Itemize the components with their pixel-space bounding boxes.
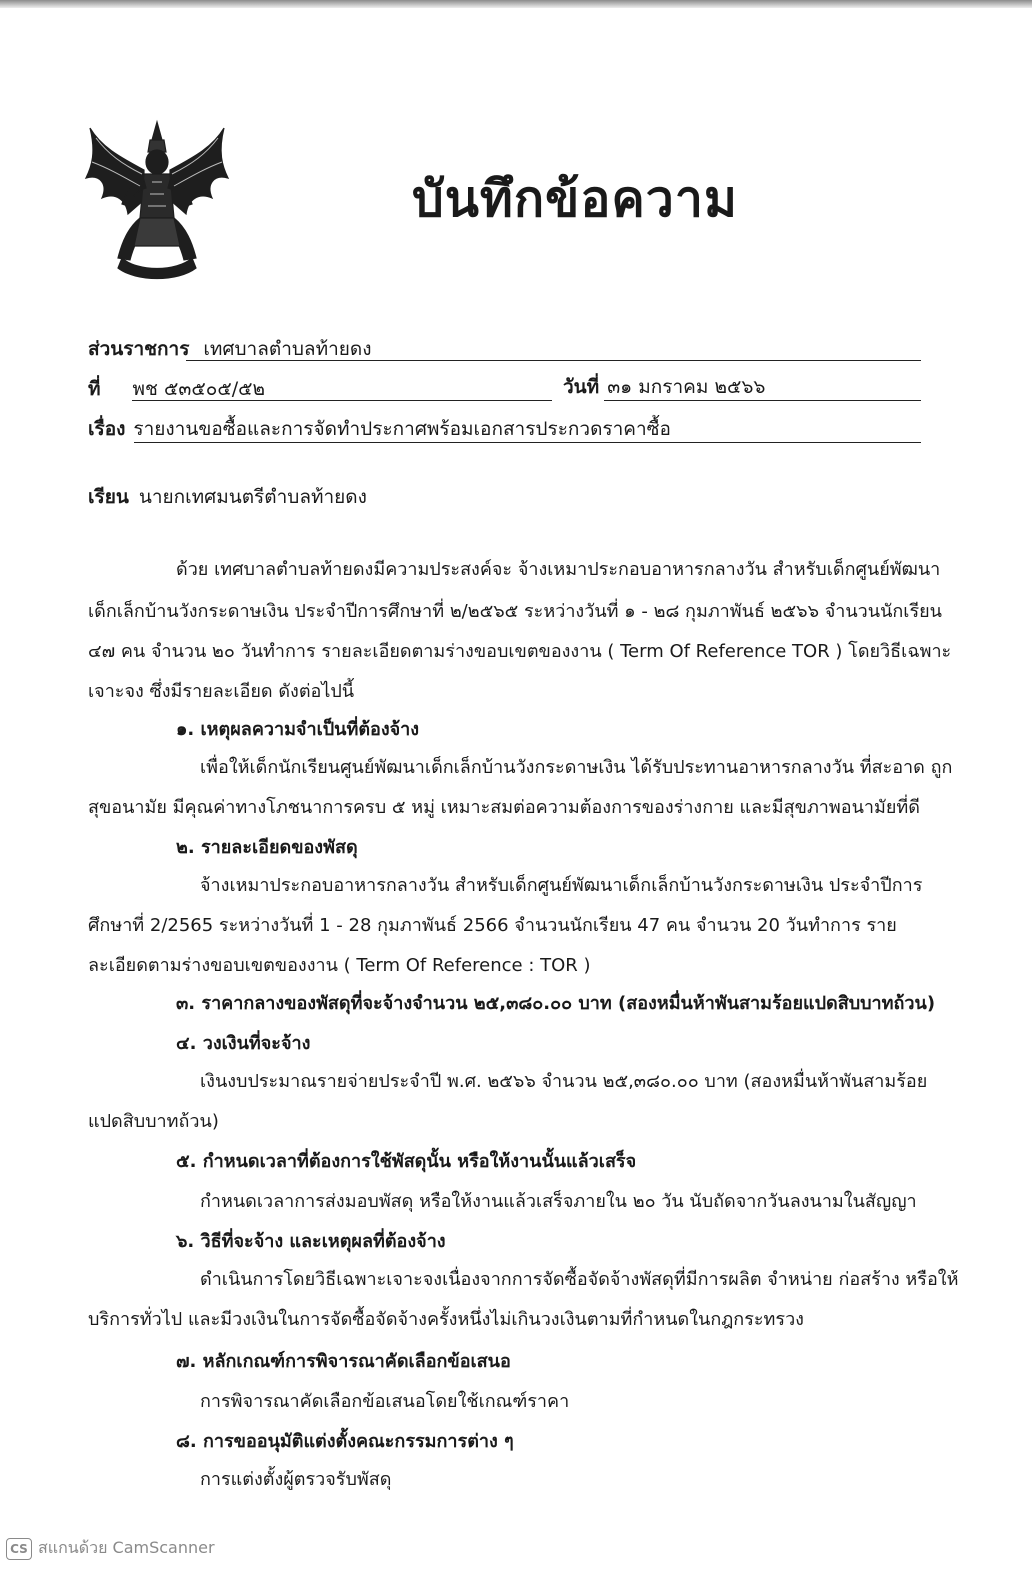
camscanner-text: สแกนด้วย CamScanner: [38, 1538, 215, 1557]
agency-label: ส่วนราชการ: [88, 338, 190, 360]
section-6-line-1: ดำเนินการโดยวิธีเฉพาะเจาะจงเนื่องจากการจัดซื้อจัดจ้างพัสดุที่มีการผลิต จำหน่าย ก่อสร้าง หรือให้: [200, 1269, 959, 1290]
intro-line-3: ๔๗ คน จำนวน ๒๐ วันทำการ รายละเอียดตามร่างขอบเขตของงาน ( Term Of Reference TOR ) โดยวิธีเฉพาะ: [88, 641, 952, 662]
section-5-line-1: กำหนดเวลาการส่งมอบพัสดุ หรือให้งานแล้วเสร็จภายใน ๒๐ วัน นับถัดจากวันลงนามในสัญญา: [200, 1191, 917, 1212]
memo-title: บันทึกข้อความ: [412, 170, 738, 228]
section-6-title: ๖. วิธีที่จะจ้าง และเหตุผลที่ต้องจ้าง: [176, 1231, 446, 1252]
section-7-title: ๗. หลักเกณฑ์การพิจารณาคัดเลือกข้อเสนอ: [176, 1351, 511, 1372]
intro-line-1: ด้วย เทศบาลตำบลท้ายดงมีความประสงค์จะ จ้างเหมาประกอบอาหารกลางวัน สำหรับเด็กศูนย์พัฒนา: [176, 559, 941, 580]
section-7-line-1: การพิจารณาคัดเลือกข้อเสนอโดยใช้เกณฑ์ราคา: [200, 1391, 570, 1412]
subject-row: [88, 414, 671, 444]
garuda-emblem-icon: [82, 118, 232, 283]
section-4-line-1: เงินงบประมาณรายจ่ายประจำปี พ.ศ. ๒๕๖๖ จำนวน ๒๕,๓๘๐.๐๐ บาท (สองหมื่นห้าพันสามร้อย: [200, 1071, 928, 1092]
subject-underline: [134, 442, 921, 443]
subject-label: เรื่อง: [88, 418, 126, 440]
section-1-line-2: สุขอนามัย มีคุณค่าทางโภชนาการครบ ๕ หมู่ เหมาะสมต่อความต้องการของร่างกาย และมีสุขภาพอนามัยที่ดี: [88, 797, 920, 818]
camscanner-icon: CS: [6, 1538, 32, 1560]
camscanner-watermark: [6, 1536, 215, 1561]
to-label: เรียน: [88, 486, 129, 508]
intro-line-4: เจาะจง ซึ่งมีรายละเอียด ดังต่อไปนี้: [88, 681, 355, 702]
section-6-line-2: บริการทั่วไป และมีวงเงินในการจัดซื้อจัดจ้างครั้งหนึ่งไม่เกินวงเงินตามที่กำหนดในกฎกระทรวง: [88, 1309, 804, 1330]
section-4-title: ๔. วงเงินที่จะจ้าง: [176, 1033, 311, 1054]
section-2-line-3: ละเอียดตามร่างขอบเขตของงาน ( Term Of Reference : TOR ): [88, 955, 591, 976]
subject-value: รายงานขอซื้อและการจัดทำประกาศพร้อมเอกสารประกวดราคาซื้อ: [133, 418, 671, 440]
section-4-line-2: แปดสิบบาทถ้วน): [88, 1111, 219, 1132]
section-1-line-1: เพื่อให้เด็กนักเรียนศูนย์พัฒนาเด็กเล็กบ้านวังกระดาษเงิน ได้รับประทานอาหารกลางวัน ที่สะอาด ถูก: [200, 757, 953, 778]
to-value: นายกเทศมนตรีตำบลท้ายดง: [138, 486, 367, 508]
date-value: ๓๑ มกราคม ๒๕๖๖: [607, 376, 766, 398]
agency-underline: [186, 360, 921, 361]
date-label: วันที่: [563, 376, 600, 398]
ref-label: ที่: [88, 378, 101, 400]
section-8-title: ๘. การขออนุมัติแต่งตั้งคณะกรรมการต่าง ๆ: [176, 1431, 514, 1452]
section-2-line-2: ศึกษาที่ 2/2565 ระหว่างวันที่ 1 - 28 กุมภาพันธ์ 2566 จำนวนนักเรียน 47 คน จำนวน 20 วันทำการ ราย: [88, 915, 897, 936]
scan-top-edge: [0, 0, 1032, 8]
agency-value: เทศบาลตำบลท้ายดง: [203, 338, 372, 360]
section-2-line-1: จ้างเหมาประกอบอาหารกลางวัน สำหรับเด็กศูนย์พัฒนาเด็กเล็กบ้านวังกระดาษเงิน ประจำปีการ: [200, 875, 923, 896]
ref-underline: [132, 400, 552, 401]
date-underline: [604, 400, 921, 401]
section-5-title: ๕. กำหนดเวลาที่ต้องการใช้พัสดุนั้น หรือให้งานนั้นแล้วเสร็จ: [176, 1151, 637, 1172]
section-8-line-1: การแต่งตั้งผู้ตรวจรับพัสดุ: [200, 1469, 392, 1490]
intro-line-2: เด็กเล็กบ้านวังกระดาษเงิน ประจำปีการศึกษาที่ ๒/๒๕๖๕ ระหว่างวันที่ ๑ - ๒๘ กุมภาพันธ์ ๒๕๖๖ จำนวนนักเรียน: [88, 601, 942, 622]
date-row: [563, 372, 765, 402]
section-2-title: ๒. รายละเอียดของพัสดุ: [176, 837, 358, 858]
ref-value: พช ๕๓๕๐๕/๕๒: [132, 378, 266, 400]
to-row: [88, 482, 367, 512]
section-3-title: ๓. ราคากลางของพัสดุที่จะจ้างจำนวน ๒๕,๓๘๐.๐๐ บาท (สองหมื่นห้าพันสามร้อยแปดสิบบาทถ้วน): [176, 993, 936, 1014]
section-1-title: ๑. เหตุผลความจำเป็นที่ต้องจ้าง: [176, 719, 420, 740]
